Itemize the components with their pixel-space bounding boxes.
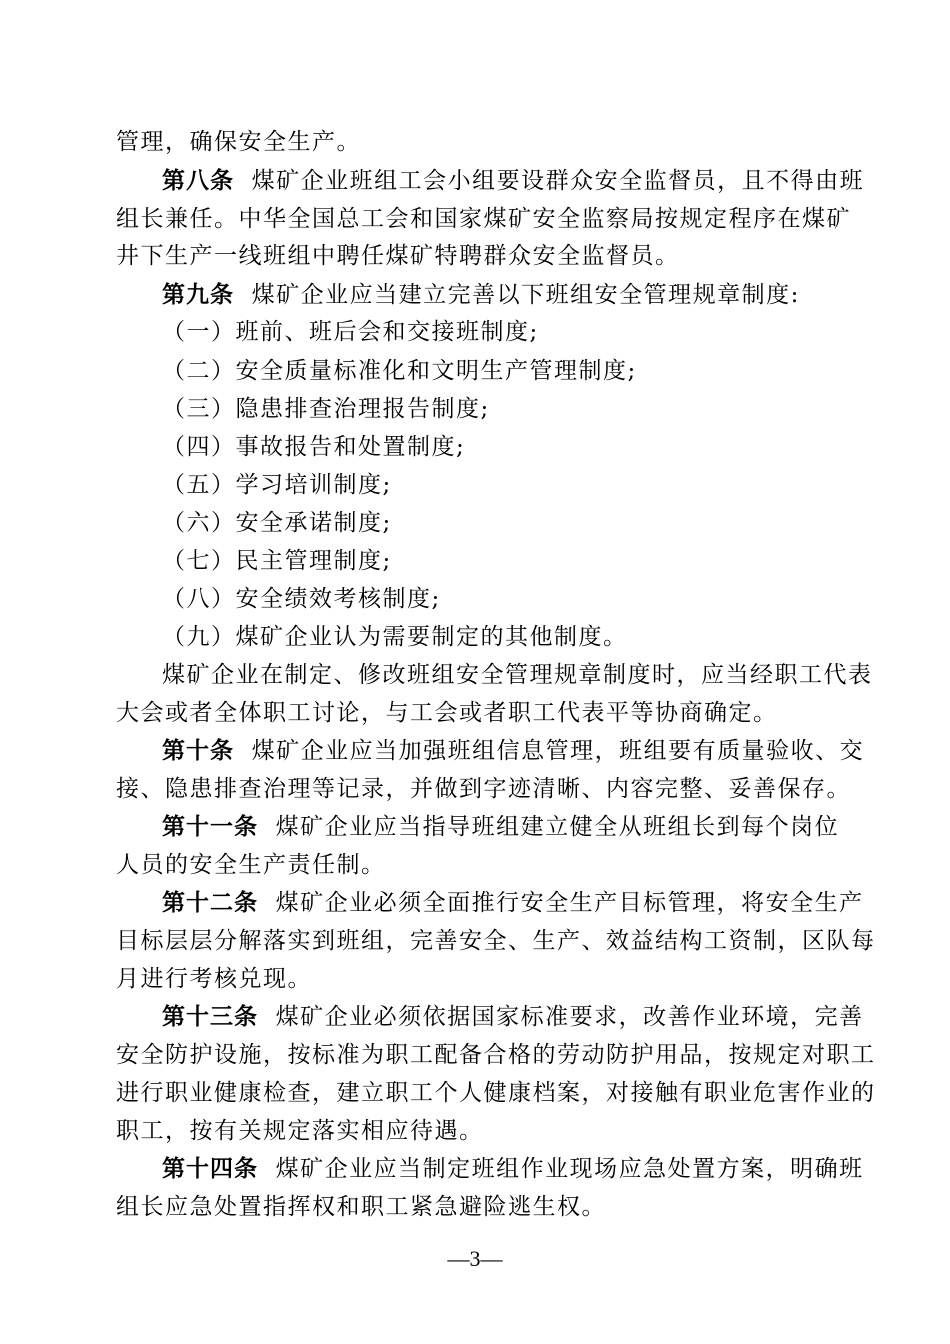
article-11-text: 煤矿企业应当指导班组建立健全从班组长到每个岗位: [275, 814, 840, 840]
article-12-text: 煤矿企业必须全面推行安全生产目标管理，将安全生产: [275, 890, 864, 916]
article-9-heading: 第九条: [162, 282, 234, 308]
list-item: （五）学习培训制度;: [162, 472, 392, 498]
article-14-text: 煤矿企业应当制定班组作业现场应急处置方案，明确班: [275, 1156, 864, 1182]
article-10-heading: 第十条: [162, 738, 234, 764]
list-item: （三）隐患排查治理报告制度;: [162, 396, 490, 422]
article-12-line-3: 月进行考核兑现。: [116, 966, 312, 992]
article-8-text: 煤矿企业班组工会小组要设群众安全监督员，且不得由班: [251, 168, 865, 194]
article-13-line-4: 职工，按有关规定落实相应待遇。: [116, 1118, 484, 1144]
paragraph-line-1: 煤矿企业在制定、修改班组安全管理规章制度时，应当经职工代表: [162, 662, 873, 688]
text-line: 管理，确保安全生产。: [116, 129, 361, 155]
article-8-line-2: 组长兼任。中华全国总工会和国家煤矿安全监察局按规定程序在煤矿: [116, 206, 851, 232]
list-item: （九）煤矿企业认为需要制定的其他制度。: [162, 624, 628, 650]
article-10-line-2: 接、隐患排查治理等记录，并做到字迹清晰、内容完整、妥善保存。: [116, 776, 851, 802]
article-12-line-2: 目标层层分解落实到班组，完善安全、生产、效益结构工资制，区队每: [116, 928, 876, 954]
list-item: （二）安全质量标准化和文明生产管理制度;: [162, 358, 637, 384]
article-12-heading: 第十二条: [162, 890, 258, 916]
article-14-line-2: 组长应急处置指挥权和职工紧急避险逃生权。: [116, 1194, 606, 1220]
article-9-line-1: [162, 280, 836, 310]
article-11-line-1: [162, 812, 840, 842]
article-13-heading: 第十三条: [162, 1004, 258, 1030]
article-14-heading: 第十四条: [162, 1156, 258, 1182]
article-14-line-1: [162, 1154, 864, 1184]
article-9-text: 煤矿企业应当建立完善以下班组安全管理规章制度:: [251, 282, 800, 308]
article-8-line-1: [162, 166, 865, 196]
article-12-line-1: [162, 888, 864, 918]
article-11-line-2: 人员的安全生产责任制。: [116, 852, 386, 878]
article-13-line-1: [162, 1002, 864, 1032]
article-8-line-3: 井下生产一线班组中聘任煤矿特聘群众安全监督员。: [116, 243, 680, 269]
paragraph-line-2: 大会或者全体职工讨论，与工会或者职工代表平等协商确定。: [116, 700, 778, 726]
article-8-heading: 第八条: [162, 168, 234, 194]
list-item: （四）事故报告和处置制度;: [162, 434, 466, 460]
article-13-line-3: 进行职业健康检查，建立职工个人健康档案，对接触有职业危害作业的: [116, 1080, 876, 1106]
article-10-line-1: [162, 736, 865, 766]
article-13-line-2: 安全防护设施，按标准为职工配备合格的劳动防护用品，按规定对职工: [116, 1042, 876, 1068]
page-number: —3—: [447, 1246, 503, 1271]
list-item: （八）安全绩效考核制度;: [162, 586, 441, 612]
article-11-heading: 第十一条: [162, 814, 258, 840]
list-item: （六）安全承诺制度;: [162, 510, 392, 536]
list-item: （一）班前、班后会和交接班制度;: [162, 319, 539, 345]
article-13-text: 煤矿企业必须依据国家标准要求，改善作业环境，完善: [275, 1004, 864, 1030]
article-10-text: 煤矿企业应当加强班组信息管理，班组要有质量验收、交: [251, 738, 865, 764]
list-item: （七）民主管理制度;: [162, 548, 392, 574]
